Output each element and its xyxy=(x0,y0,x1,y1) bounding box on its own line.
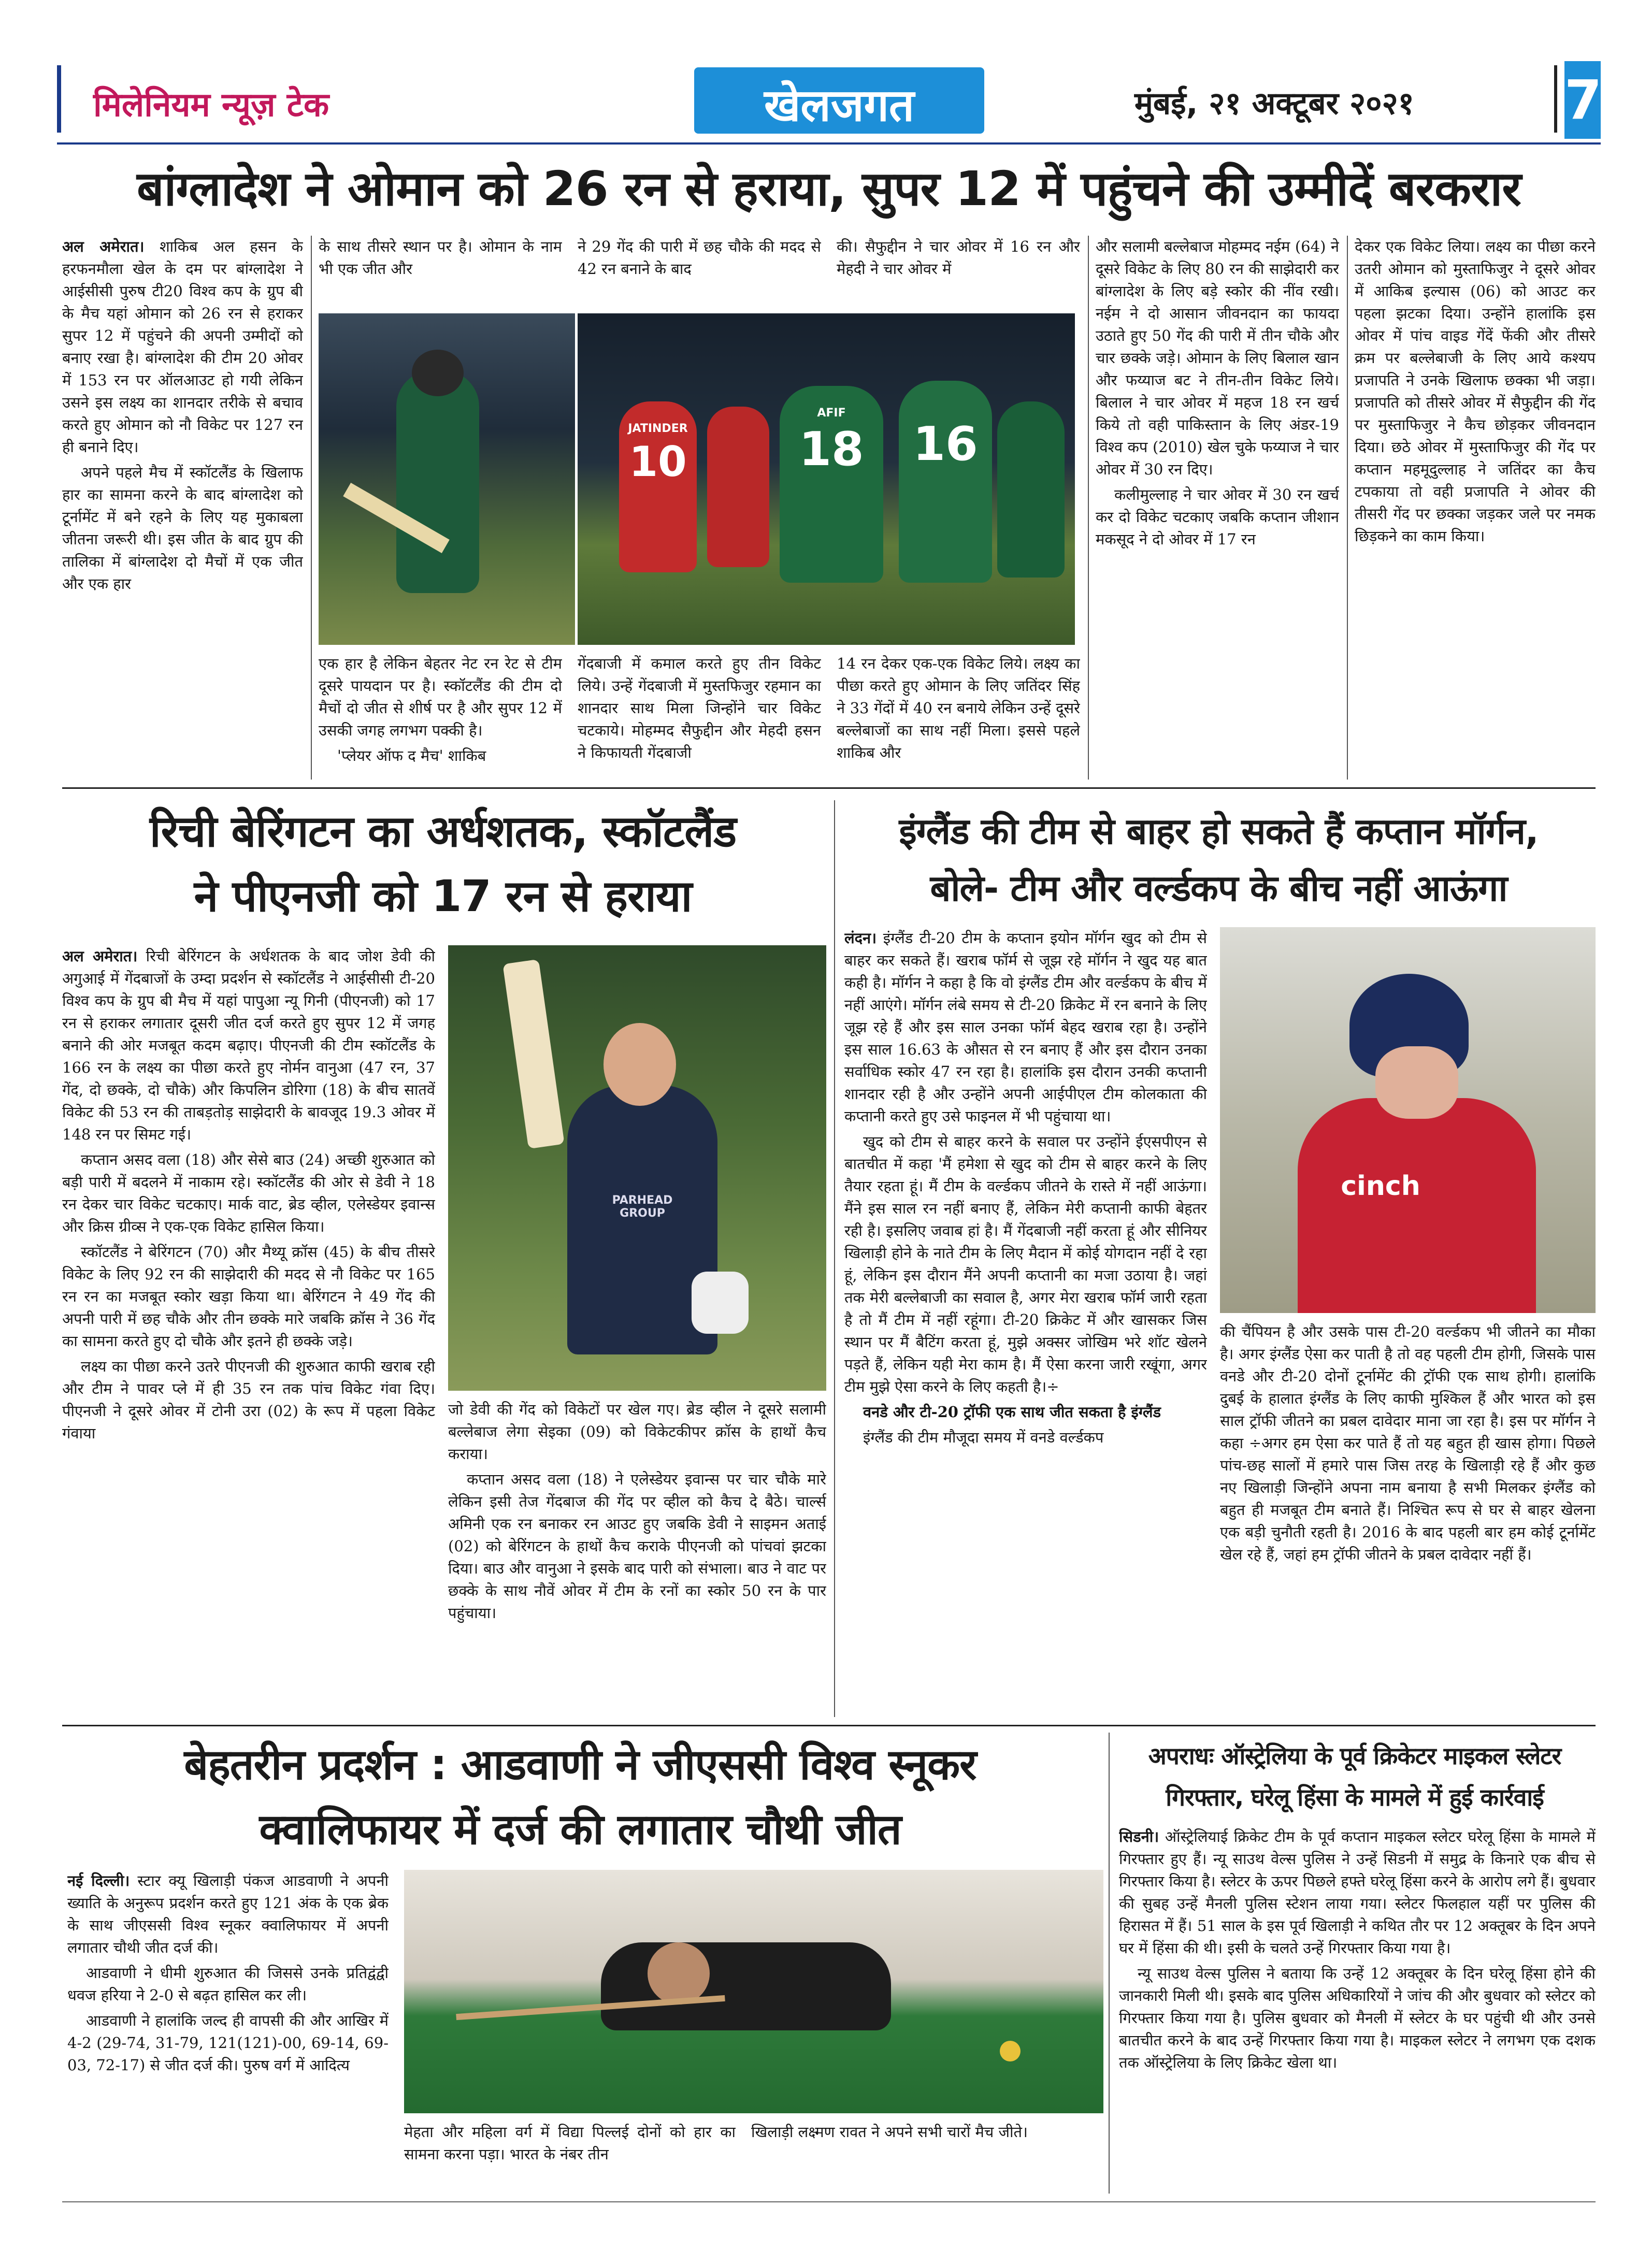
story4-story5-divider xyxy=(1109,1733,1110,2194)
page-number-box xyxy=(1564,61,1601,139)
story2-col2 xyxy=(448,1398,826,1717)
story1-col2-top: के साथ तीसरे स्थान पर है। ओमान के नाम भी एक जीत और xyxy=(319,238,562,278)
story2-dateline: अल अमेरात। xyxy=(62,947,138,965)
player-oman-1 xyxy=(619,401,697,572)
player-head xyxy=(604,1023,676,1106)
batting-glove xyxy=(692,1272,749,1334)
story4-dateline: नई दिल्ली। xyxy=(67,1872,130,1890)
masthead-left-rule xyxy=(57,65,61,133)
story1-col5-para2: कलीमुल्लाह ने चार ओवर में 30 रन खर्च कर दो विकेट चटकाए जबकि कप्तान जीशान मकसूद ने दो ओवर में 17 रन xyxy=(1096,486,1339,548)
batsman-figure xyxy=(396,370,479,593)
story5-body xyxy=(1119,1826,1596,2191)
story1-colrule-3 xyxy=(1347,236,1348,780)
story1-col3-top: ने 29 गेंद की पारी में छह चौके की मदद से 42 रन बनाने के बाद xyxy=(578,238,821,278)
story3-col1 xyxy=(844,927,1207,1717)
issue-date: मुंबई, २१ अक्टूबर २०२१ xyxy=(1134,85,1414,122)
story4-col3: खिलाड़ी लक्ष्मण रावत ने अपने सभी चारों मैच जीते। xyxy=(751,2123,1028,2141)
story1-col4-top: की। सैफुद्दीन ने चार ओवर में 16 रन और मेहदी ने चार ओवर में xyxy=(837,238,1080,278)
story1-colrule-1 xyxy=(311,236,312,780)
story5-dateline: सिडनी। xyxy=(1119,1828,1159,1845)
story1-col2-bottom-para2: 'प्लेयर ऑफ द मैच' शाकिब xyxy=(337,747,486,765)
story4-col2: मेहता और महिला वर्ग में विद्या पिल्लई दोनों को हार का सामना करना पड़ा। भारत के नंबर तीन xyxy=(404,2123,736,2163)
story3-subhead: वनडे और टी-20 ट्रॉफी एक साथ जीत सकता है इंग्लैंड xyxy=(863,1403,1161,1421)
story4-col1 xyxy=(67,1870,389,2191)
story1-batsman-photo xyxy=(319,313,575,645)
story23-bottom-rule xyxy=(62,1725,1596,1726)
story5-headline-line2: गिरफ्तार, घरेलू हिंसा के मामले में हुई कार्रवाई xyxy=(1166,1783,1544,1811)
story1-col1-para1: शाकिब अल हसन के हरफनमौला खेल के दम पर बांग्लादेश ने आईसीसी पुरुष टी20 विश्व कप के ग्रुप बी के मैच यहां ओमान को 26 रन से हराकर सुपर 12 में पहुंचने की अपनी उम्मीदों को बनाए रखा है। बांग्लादेश की टीम 20 ओवर में 153 रन पर ऑलआउट हो गयी लेकिन उसने इस लक्ष्य का शानदार तरीके से बचाव करते हुए ओमान को नौ विकेट पर 127 रन ही बनाने दिए। xyxy=(62,238,303,456)
player-bangladesh-2 xyxy=(899,381,992,583)
story1-col3-bottom: गेंदबाजी में कमाल करते हुए तीन विकेट लिये। उन्हें गेंदबाजी में मुस्तफिजुर रहमान का शानदार साथ मिला जिन्होंने चार विकेट चटकाये। मोहम्मद सैफुद्दीन और मेहदी हसन ने किफायती गेंदबाजी xyxy=(578,655,821,761)
jersey-number-1: 10 xyxy=(629,438,687,486)
page-bottom-rule xyxy=(62,2201,1596,2202)
story2-headline-line2: ने पीएनजी को 17 रन से हराया xyxy=(194,871,692,921)
story3-headline-line2: बोले- टीम और वर्ल्डकप के बीच नहीं आऊंगा xyxy=(930,867,1507,910)
story5-headline-line1: अपराधः ऑस्ट्रेलिया के पूर्व क्रिकेटर माइकल स्लेटर xyxy=(1148,1742,1561,1770)
story1-colrule-2 xyxy=(1088,236,1089,780)
jersey-name-1: JATINDER xyxy=(628,422,688,435)
morgan-shirt-sponsor: cinch xyxy=(1341,1171,1420,1202)
story1-col2-bottom-para1: एक हार है लेकिन बेहतर नेट रन रेट से टीम दूसरे पायदान पर है। स्कॉटलैंड की टीम दो मैचों दो जीत से शीर्ष पर है और सुपर 12 में उसकी जगह लगभग पक्की है। xyxy=(319,655,562,739)
section-title: खेलजगत xyxy=(764,80,914,132)
story3-col1-para1: इंग्लैंड टी-20 टीम के कप्तान इयोन मॉर्गन खुद को टीम से बाहर कर सकते हैं। खराब फॉर्म से जूझ रहे मॉर्गन ने खुद यह बात कही है। मॉर्गन ने कहा है कि वो इंग्लैंड टीम और वर्ल्डकप के बीच में नहीं आएंगे। मॉर्गन लंबे समय से टी-20 क्रिकेट में रन बनाने के लिए जूझ रहे हैं और इस साल उनका फॉर्म बेहद खराब रहा है। उन्होंने इस साल 16.63 के औसत से रन बनाए हैं और इस दौरान उनका सर्वाधिक स्कोर 47 रन रहा है। हालांकि इस दौरान उनकी कप्तानी शानदार रही है और उन्होंने अपनी आईपीएल टीम कोलकाता की कप्तानी करते हुए उसे फाइनल में भी पहुंचाया था। xyxy=(844,929,1207,1125)
batsman-helmet xyxy=(412,350,464,396)
paper-name: मिलेनियम न्यूज़ टेक xyxy=(93,86,329,124)
masthead xyxy=(57,61,1601,139)
jersey-name-2: AFIF xyxy=(817,407,846,420)
story1-col5-para1: और सलामी बल्लेबाज मोहम्मद नईम (64) ने दूसरे विकेट के लिए 80 रन की साझेदारी कर बांग्लादेश के लिए बड़े स्कोर की नींव रखी। नईम ने दो आसान जीवनदान का फायदा उठाते हुए 50 गेंद की पारी में तीन चौके और चार छक्के जड़े। ओमान के लिए बिलाल खान और फय्याज बट ने तीन-तीन विकेट लिये। बिलाल ने चार ओवर में महज 18 रन खर्च किये तो वही पाकिस्तान के लिए अंडर-19 विश्व कप (2010) खेल चुके फय्याज ने चार ओवर में 30 रन दिए। xyxy=(1096,238,1339,478)
jersey-number-3: 16 xyxy=(913,417,978,471)
story1-col5 xyxy=(1096,236,1339,780)
player-oman-2 xyxy=(707,407,769,567)
player-bangladesh-1 xyxy=(780,386,883,583)
story4-snooker-photo xyxy=(404,1870,1103,2113)
story3-col1-para2: खुद को टीम से बाहर करने के सवाल पर उन्होंने ईएसपीएन से बातचीत में कहा 'मैं हमेशा से खुद को टीम से बाहर करने के लिए तैयार रहता हूं। मैं टीम के वर्ल्डकप जीतने के रास्ते में नहीं आऊंगा। मैंने इस साल रन नहीं बनाए हैं, लेकिन मेरी कप्तानी काफी बेहतर रही है। इसलिए जवाब हां है। मैं गेंदबाजी नहीं करता हूं और सीनियर खिलाड़ी होने के नाते टीम के लिए मैदान में कोई योगदान नहीं दे रहा हूं, लेकिन इस दौरान मैंने अपनी कप्तानी का मजा उठाया है। जहां तक मेरी बल्लेबाजी का सवाल है, अगर मेरा खराब फॉर्म जारी रहता है तो मैं टीम में नहीं रहूंगा। टी-20 क्रिकेट में और खासकर जिस स्थान पर मैं बैटिंग करता हूं, मुझे अक्सर जोखिम भरे शॉट खेलने पड़ते हैं, लेकिन यही मेरा काम है। मैं ऐसा करना जारी रखूंगा, अगर टीम मुझे ऐसा करने के लिए कहती है।÷ xyxy=(844,1133,1207,1395)
story2-col1-para3: स्कॉटलैंड ने बेरिंगटन (70) और मैथ्यू क्रॉस (45) के बीच तीसरे विकेट के लिए 92 रन की साझेदारी की मदद से नौ विकेट पर 165 रन रन का मजबूत स्कोर खड़ा किया था। बेरिंगटन ने 49 गेंद की अपनी पारी में छह चौके और तीन छक्के मारे जबकि क्रॉस ने 36 गेंद का सामना करते हुए दो चौके और इतने ही छक्के जड़े। xyxy=(62,1243,435,1350)
player-bangladesh-3 xyxy=(997,401,1065,578)
story1-col6: देकर एक विकेट लिया। लक्ष्य का पीछा करने उतरी ओमान को मुस्ताफिजुर ने दूसरे ओवर में आकिब इल्यास (06) को आउट कर पहला झटका दिया। उन्होंने हालांकि इस ओवर में पांच वाइड गेंदें फेंकी और तीसरे क्रम पर बल्लेबाजी के लिए आये कश्यप प्रजापति ने उनके खिलाफ छक्का भी जड़ा। प्रजापति को तीसरे ओवर में सैफुद्दीन की गेंद पर मुस्ताफिजुर ने कैच छोड़कर जीवनदान दिया। छठे ओवर में मुस्ताफिजुर की गेंद पर कप्तान महमूदुल्लाह ने जतिंदर का कैच टपकाया तो वही प्रजापति ने ओवर की तीसरी गेंद पर छक्का जड़कर जले पर नमक छिड़कने का काम किया। xyxy=(1355,238,1596,545)
story1-col2-bottom xyxy=(319,653,562,780)
story2-col1-para1: रिची बेरिंगटन के अर्धशतक के बाद जोश डेवी की अगुआई में गेंदबाजों के उम्दा प्रदर्शन से स्कॉटलैंड ने आईसीसी टी-20 विश्व कप के ग्रुप बी मैच में यहां पापुआ न्यू गिनी (पीएनजी) को 17 रन से हराकर लगातार दूसरी जीत दर्ज करते हुए सुपर 12 में जगह बनाने की ओर मजबूत कदम बढ़ाए। पीएनजी की टीम स्कॉटलैंड के 166 रन के लक्ष्य का पीछा करते हुए नोर्मन वानुआ (47 रन, 37 गेंद, दो छक्के, दो चौके) और किपलिन डोरिगा (18) के बीच सातवें विकेट की 53 रन की ताबड़तोड़ साझेदारी के बावजूद 19.3 ओवर में 148 रन पर सिमट गई। xyxy=(62,947,435,1143)
story5-para2: न्यू साउथ वेल्स पुलिस ने बताया कि उन्हें 12 अक्तूबर के दिन घरेलू हिंसा होने की जानकारी मिली थी। इसके बाद पुलिस अधिकारियों ने जांच की और बुधवार को स्लेटर को गिरफ्तार किया गया है। पुलिस बुधवार को मैनली में स्लेटर के घर पहुंची थी और उनसे बातचीत करने के बाद उन्हें गिरफ्तार किया गया है। माइकल स्लेटर ने लगभग एक दशक तक ऑस्ट्रेलिया के लिए क्रिकेट खेला था। xyxy=(1119,1965,1596,2071)
story1-headline: बांग्लादेश ने ओमान को 26 रन से हराया, सुपर 12 में पहुंचने की उम्मीदें बरकरार xyxy=(137,161,1521,217)
story4-col1-para3: आडवाणी ने हालांकि जल्द ही वापसी की और आखिर में 4-2 (29-74, 31-79, 121(121)-00, 69-14, 69-03, 72-17) से जीत दर्ज की। पुरुष वर्ग में आदित्य xyxy=(67,2012,389,2074)
masthead-divider xyxy=(1554,65,1557,133)
page-number: 7 xyxy=(1564,68,1602,132)
story2-col2-para2: कप्तान असद वला (18) ने एलेस्डेयर इवान्स पर चार चौके मारे लेकिन इसी तेज गेंदबाज की गेंद पर व्हील को कैच दे बैठे। चार्ल्स अमिनी एक रन बनाकर रन आउट हुए जबकि डेवी ने साइमन अताई (02) को बेरिंगटन के हाथों कैच कराके पीएनजी को पांचवां झटका दिया। बाउ और वानुआ ने इसके बाद पारी को संभाला। बाउ ने वाट पर छक्के के साथ नौवें ओवर में टीम के रनों का स्कोर 50 रन के पार पहुंचाया। xyxy=(448,1470,826,1622)
story2-col1-para2: कप्तान असद वला (18) और सेसे बाउ (24) अच्छी शुरुआत को बड़ी पारी में बदलने में नाकाम रहे। स्कॉटलैंड की ओर से डेवी ने 18 रन देकर चार विकेट चटकाए। मार्क वाट, ब्रेड व्हील, एलेस्डेयर इवान्स और क्रिस ग्रीव्स ने एक-एक विकेट हासिल किया। xyxy=(62,1151,435,1235)
story3-morgan-photo xyxy=(1220,927,1596,1313)
morgan-face xyxy=(1375,1046,1458,1119)
story1-team-photo xyxy=(578,313,1075,645)
story2-col1 xyxy=(62,945,435,1717)
story3-col1-end: इंग्लैंड की टीम मौजूदा समय में वनडे वर्ल्डकप xyxy=(863,1429,1104,1446)
story4-headline-line2: क्वालिफायर में दर्ज की लगातार चौथी जीत xyxy=(259,1805,901,1854)
story2-berrington-photo xyxy=(448,945,826,1391)
player-head-snooker xyxy=(648,1942,710,2005)
story3-headline-line1: इंग्लैंड की टीम से बाहर हो सकते हैं कप्तान मॉर्गन, xyxy=(899,810,1539,853)
story1-col4-bottom: 14 रन देकर एक-एक विकेट लिये। लक्ष्य का पीछा करते हुए ओमान के लिए जतिंदर सिंह ने 33 गेंदों में 40 रन बनाये लेकिन उन्हें दूसरे बल्लेबाजों का साथ नहीं मिला। इससे पहले शाकिब और xyxy=(837,655,1080,761)
raised-bat xyxy=(502,959,564,1149)
morgan-body xyxy=(1298,1098,1536,1313)
section-banner xyxy=(694,67,984,134)
jersey-number-2: 18 xyxy=(799,422,864,477)
story3-col2: की चैंपियन है और उसके पास टी-20 वर्ल्डकप भी जीतने का मौका है। अगर इंग्लैंड ऐसा कर पाती है तो वह पहली टीम होगी, जिसके पास वनडे और टी-20 दोनों टूर्नामेंट की ट्रॉफी एक साथ होगी। हालांकि दुबई के हालात इंग्लैंड के लिए काफी मुश्किल हैं और भारत को इस साल ट्रॉफी जीतने का प्रबल दावेदार माना जा रहा है। इस पर मॉर्गन ने कहा ÷अगर हम ऐसा कर पाते हैं तो यह बहुत ही खास होगा। पिछले पांच-छह सालों में हमारे पास जिस तरह के खिलाड़ी रहे हैं और कुछ नए खिलाड़ी जिन्होंने अपना नाम बनाया है सभी मिलकर इंग्लैंड को बहुत ही मजबूत टीम बनाते हैं। निश्चित रूप से घर से बाहर खेलना एक बड़ी चुनौती रहती है। 2016 के बाद पहली बार हम कोई टूर्नामेंट खेल रहे हैं, जहां हम ट्रॉफी जीतने के प्रबल दावेदार नहीं हैं। xyxy=(1220,1323,1596,1563)
masthead-rule xyxy=(57,142,1601,145)
snooker-ball xyxy=(1000,2041,1021,2061)
story1-bottom-rule xyxy=(62,787,1596,789)
player-figure xyxy=(601,1942,891,2030)
story1-col1-para2: अपने पहले मैच में स्कॉटलैंड के खिलाफ हार का सामना करने के बाद बांग्लादेश को टूर्नामेंट में बने रहने के लिए यह मुकाबला जीतना जरूरी थी। इस जीत के बाद ग्रुप की तालिका में बांग्लादेश दो मैचों में एक जीत और एक हार xyxy=(62,464,303,593)
shirt-sponsor: PARHEAD GROUP xyxy=(612,1194,673,1220)
story2-story3-divider xyxy=(834,800,835,1717)
story4-col1-para2: आडवाणी ने धीमी शुरुआत की जिससे उनके प्रतिद्वंद्वी धवज हरिया ने 2-0 से बढ़त हासिल कर ली। xyxy=(67,1964,389,2004)
story2-headline-line1: रिची बेरिंगटन का अर्धशतक, स्कॉटलैंड xyxy=(149,806,737,857)
story4-col1-para1: स्टार क्यू खिलाड़ी पंकज आडवाणी ने अपनी ख्याति के अनुरूप प्रदर्शन करते हुए 121 अंक के एक ब्रेक के साथ जीएससी विश्व स्नूकर क्वालिफायर में अपनी लगातार चौथी जीत दर्ज की। xyxy=(67,1872,389,1956)
story2-col1-para4: लक्ष्य का पीछा करने उतरे पीएनजी की शुरुआत काफी खराब रही और टीम ने पावर प्ले में ही 35 रन तक पांच विकेट गंवा दिए। पीएनजी ने दूसरे ओवर में टोनी उरा (02) के रूप में पहला विकेट गंवाया xyxy=(62,1358,435,1442)
story3-dateline: लंदन। xyxy=(844,929,877,947)
story5-para1: ऑस्ट्रेलियाई क्रिकेट टीम के पूर्व कप्तान माइकल स्लेटर घरेलू हिंसा के मामले में गिरफ्तार हुए हैं। न्यू साउथ वेल्स पुलिस ने उन्हें सिडनी में समुद्र के किनारे एक बीच से गिरफ्तार किया है। स्लेटर के ऊपर पिछले हफ्ते घरेलू हिंसा करने के आरोप लगे हैं। बुधवार की सुबह उन्हें मैनली पुलिस स्टेशन लाया गया। स्लेटर फिलहाल यहीं पर पुलिस की हिरासत में हैं। 51 साल के इस पूर्व खिलाड़ी ने कथित तौर पर 12 अक्तूबर के दिन अपने घर में हिंसा की थी। इसी के चलते उन्हें गिरफ्तार किया गया है। xyxy=(1119,1828,1596,1957)
story1-dateline: अल अमेरात। xyxy=(62,238,145,255)
story2-col2-para1: जो डेवी की गेंद को विकेटों पर खेल गए। ब्रेड व्हील ने दूसरे सलामी बल्लेबाज लेगा सेइका (09) को विकेटकीपर क्रॉस के हाथों कैच कराया। xyxy=(448,1401,826,1463)
story1-col1 xyxy=(62,236,303,780)
story4-headline-line1: बेहतरीन प्रदर्शन : आडवाणी ने जीएससी विश्व स्नूकर xyxy=(184,1740,976,1790)
